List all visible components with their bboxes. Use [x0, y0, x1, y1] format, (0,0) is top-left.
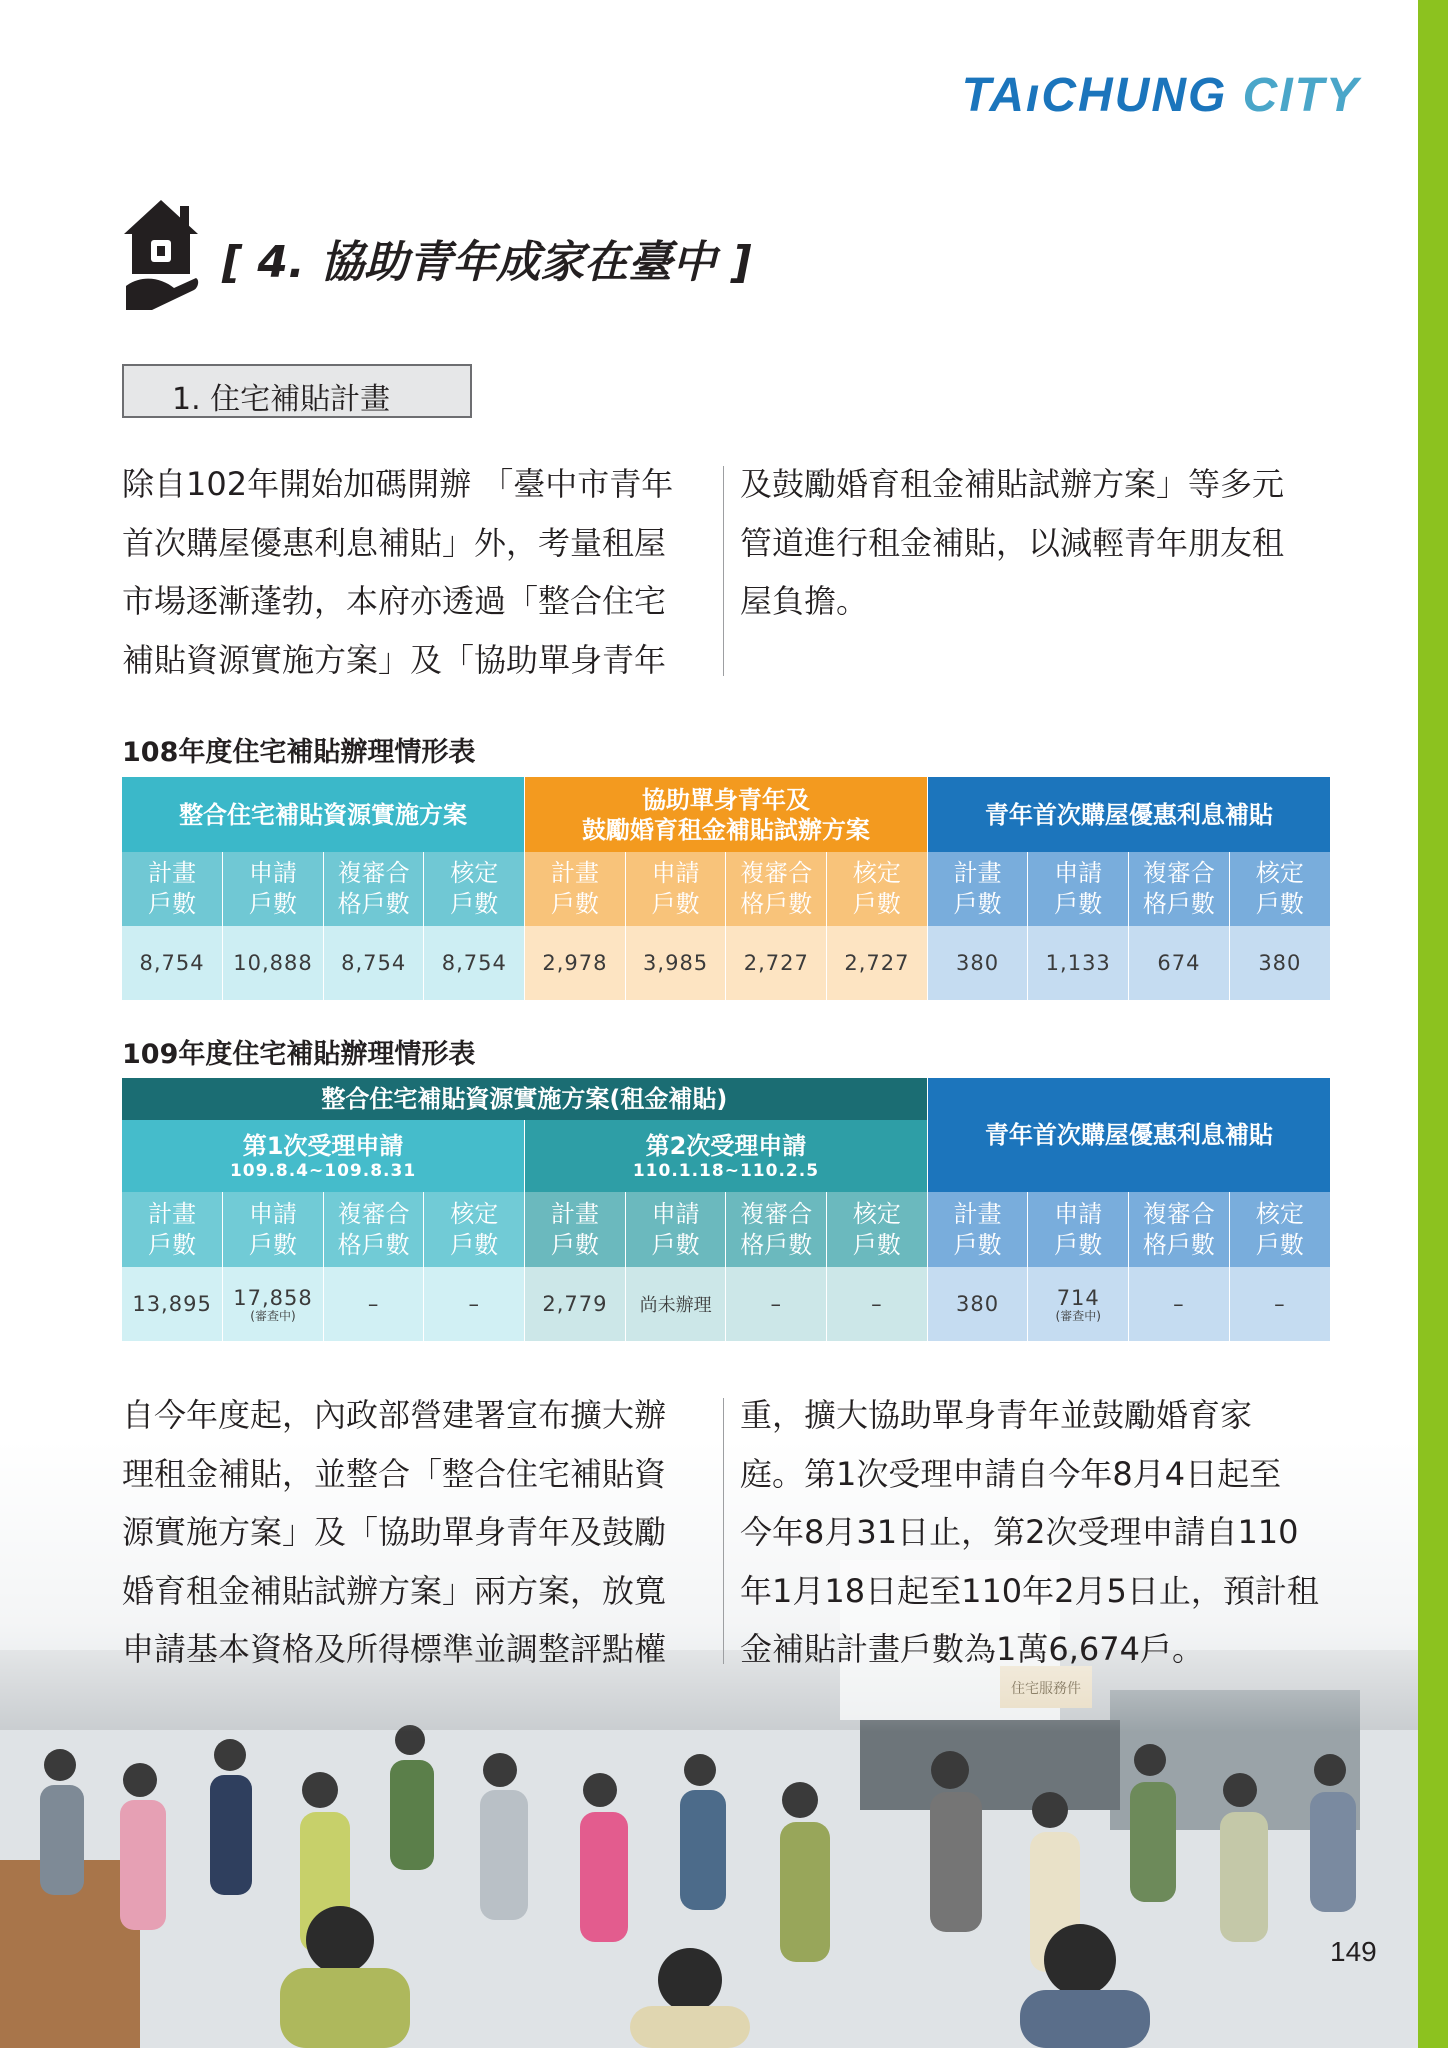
table-cell: 13,895 — [122, 1267, 223, 1341]
table-cell: – — [1129, 1267, 1230, 1341]
col-header: 核定 戶數 — [827, 852, 928, 926]
table-cell: 380 — [1229, 926, 1330, 1000]
col-header: 計畫 戶數 — [927, 852, 1028, 926]
house-hand-icon — [122, 196, 200, 312]
intro-line: 及鼓勵婚育租金補貼試辦方案」等多元 — [740, 465, 1285, 503]
subheading-label: 1. 住宅補貼計畫 — [172, 382, 391, 417]
table-cell: 380 — [927, 1267, 1028, 1341]
table-cell: – — [323, 1267, 424, 1341]
table-cell: 2,779 — [525, 1267, 626, 1341]
body-line: 自今年度起，內政部營建署宣布擴大辦 — [122, 1396, 667, 1434]
body-line: 年1月18日起至110年2月5日止，預計租 — [740, 1571, 1319, 1610]
second-application-header: 第2次受理申請 110.1.18~110.2.5 — [525, 1120, 928, 1192]
table-cell: 2,978 — [525, 926, 626, 1000]
body-line: 源實施方案」及「協助單身青年及鼓勵 — [122, 1513, 667, 1551]
col-header: 核定 戶數 — [1229, 1192, 1330, 1267]
col-header: 申請 戶數 — [1028, 1192, 1129, 1267]
table-cell: 2,727 — [726, 926, 827, 1000]
col-header: 複審合 格戶數 — [1129, 1192, 1230, 1267]
col-header: 核定 戶數 — [424, 1192, 525, 1267]
table-row — [122, 926, 1330, 1000]
table-cell: 8,754 — [424, 926, 525, 1000]
col-header: 申請 戶數 — [223, 852, 324, 926]
table-cell: 3,985 — [625, 926, 726, 1000]
body-line: 金補貼計畫戶數為1萬6,674戶。 — [740, 1630, 1204, 1668]
table-cell: 2,727 — [827, 926, 928, 1000]
col-header: 申請 戶數 — [625, 852, 726, 926]
table-cell: 674 — [1129, 926, 1230, 1000]
body-line: 理租金補貼，並整合「整合住宅補貼資 — [122, 1454, 667, 1493]
table-cell: – — [827, 1267, 928, 1341]
col-header: 複審合 格戶數 — [1129, 852, 1230, 926]
intro-left-column — [122, 455, 712, 689]
under-review-note: (審查中) — [1055, 1308, 1101, 1323]
group-header-integrated: 整合住宅補貼資源實施方案 — [122, 777, 525, 852]
table-row — [122, 1267, 1330, 1341]
table-cell: 714 (審查中) — [1028, 1267, 1129, 1341]
table-cell: – — [726, 1267, 827, 1341]
intro-line: 首次購屋優惠利息補貼」外，考量租屋 — [122, 523, 667, 562]
group-header-single-youth: 協助單身青年及 鼓勵婚育租金補貼試辦方案 — [525, 777, 928, 852]
table-108-caption: 108年度住宅補貼辦理情形表 — [122, 737, 476, 768]
col-header: 計畫 戶數 — [122, 852, 223, 926]
col-header: 計畫 戶數 — [525, 852, 626, 926]
section-title: [ 4. 協助青年成家在臺中 ] — [222, 237, 752, 288]
col-header: 核定 戶數 — [424, 852, 525, 926]
body-line: 申請基本資格及所得標準並調整評點權 — [122, 1630, 667, 1668]
intro-line: 管道進行租金補貼，以減輕青年朋友租 — [740, 523, 1285, 562]
col-header: 計畫 戶數 — [927, 1192, 1028, 1267]
side-accent-bar — [1418, 0, 1448, 2048]
table-109-caption: 109年度住宅補貼辦理情形表 — [122, 1039, 476, 1070]
taichung-city-logo: TAıCHUNG CITY — [961, 69, 1360, 122]
table-108 — [122, 777, 1330, 1000]
first-application-header: 第1次受理申請 109.8.4~109.8.31 — [122, 1120, 525, 1192]
intro-line: 補貼資源實施方案」及「協助單身青年 — [122, 640, 667, 679]
table-cell: – — [424, 1267, 525, 1341]
group-header-integrated-rent: 整合住宅補貼資源實施方案(租金補貼) — [122, 1078, 927, 1120]
body-line: 重，擴大協助單身青年並鼓勵婚育家 — [740, 1396, 1253, 1434]
subheading-box — [122, 364, 472, 418]
table-cell: 8,754 — [122, 926, 223, 1000]
col-header: 申請 戶數 — [1028, 852, 1129, 926]
body-left-column — [122, 1386, 712, 1679]
body-line: 婚育租金補貼試辦方案」兩方案，放寬 — [122, 1571, 667, 1610]
intro-line: 屋負擔。 — [740, 582, 869, 620]
table-109 — [122, 1078, 1330, 1341]
table-cell: 尚未辦理 — [625, 1267, 726, 1341]
column-divider — [723, 466, 724, 676]
col-header: 計畫 戶數 — [122, 1192, 223, 1267]
col-header: 核定 戶數 — [827, 1192, 928, 1267]
group-header-first-home: 青年首次購屋優惠利息補貼 — [927, 777, 1330, 852]
col-header: 複審合 格戶數 — [726, 852, 827, 926]
column-divider — [723, 1398, 724, 1664]
table-cell: 380 — [927, 926, 1028, 1000]
body-line: 今年8月31日止，第2次受理申請自110 — [740, 1513, 1299, 1551]
col-header: 複審合 格戶數 — [323, 1192, 424, 1267]
table-cell: 8,754 — [323, 926, 424, 1000]
col-header: 複審合 格戶數 — [323, 852, 424, 926]
intro-line: 除自102年開始加碼開辦 「臺中市青年 — [122, 465, 674, 503]
table-cell: 10,888 — [223, 926, 324, 1000]
col-header: 複審合 格戶數 — [726, 1192, 827, 1267]
page-number: 149 — [1330, 1936, 1377, 1967]
intro-right-column — [740, 455, 1340, 631]
col-header: 計畫 戶數 — [525, 1192, 626, 1267]
intro-line: 市場逐漸蓬勃，本府亦透過「整合住宅 — [122, 582, 667, 620]
table-cell: – — [1229, 1267, 1330, 1341]
body-line: 庭。第1次受理申請自今年8月4日起至 — [740, 1454, 1282, 1493]
table-cell: 17,858 (審查中) — [223, 1267, 324, 1341]
body-right-column — [740, 1386, 1340, 1679]
col-header: 申請 戶數 — [625, 1192, 726, 1267]
under-review-note: (審查中) — [250, 1308, 296, 1323]
col-header: 核定 戶數 — [1229, 852, 1330, 926]
col-header: 申請 戶數 — [223, 1192, 324, 1267]
table-cell: 1,133 — [1028, 926, 1129, 1000]
group-header-first-home: 青年首次購屋優惠利息補貼 — [927, 1078, 1330, 1192]
